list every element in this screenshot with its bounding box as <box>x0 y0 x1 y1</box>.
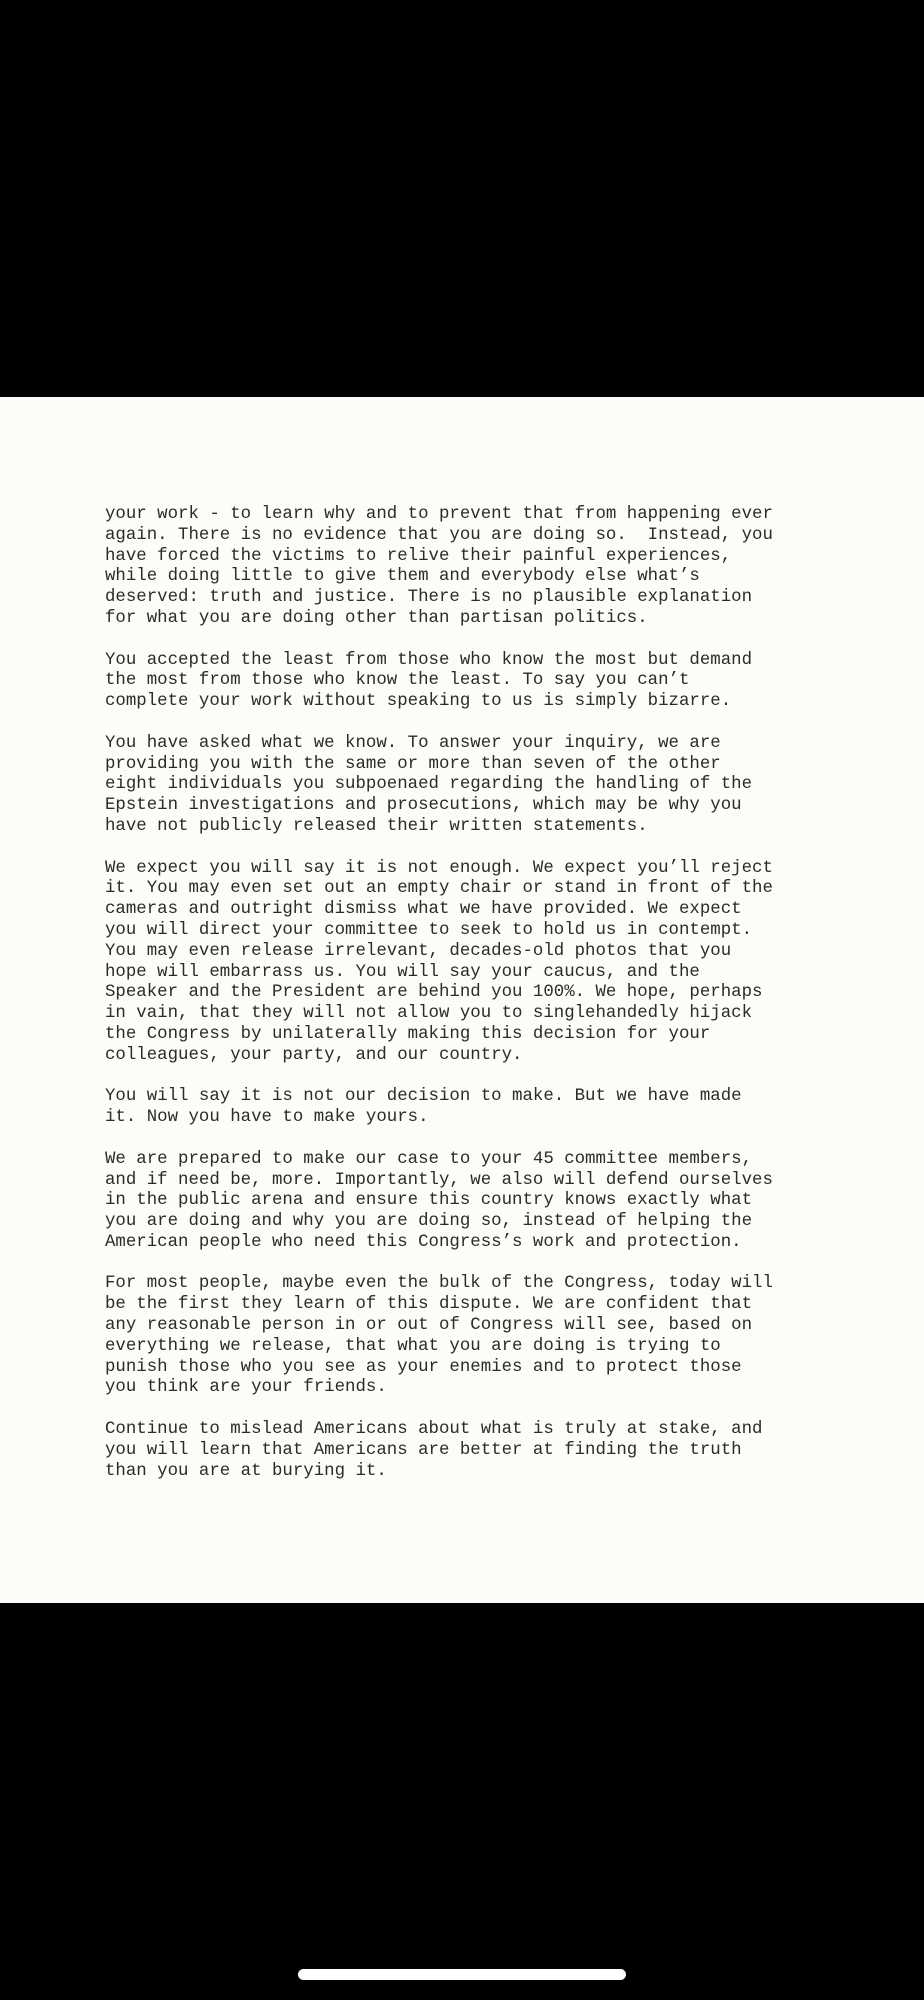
paragraph-6 <box>105 1150 865 1254</box>
letter-body <box>105 505 865 1503</box>
text-line: You will say it is not our decision to make. But we have made <box>105 1087 742 1107</box>
text-line: again. There is no evidence that you are doing so. Instead, you <box>105 525 773 545</box>
text-line: in the public arena and ensure this country knows exactly what <box>105 1191 753 1211</box>
text-line: providing you with the same or more than seven of the other <box>105 754 721 774</box>
text-line: be the first they learn of this dispute. We are confident that <box>105 1295 753 1315</box>
paragraph-7 <box>105 1274 865 1399</box>
text-line: American people who need this Congress’s work and protection. <box>105 1232 742 1252</box>
text-line: and if need be, more. Importantly, we also will defend ourselves <box>105 1170 773 1190</box>
text-line: You have asked what we know. To answer your inquiry, we are <box>105 733 721 753</box>
text-line: you will learn that Americans are better at finding the truth <box>105 1440 742 1460</box>
document-page <box>0 397 924 1603</box>
home-indicator[interactable] <box>298 1969 626 1980</box>
top-letterbox <box>0 0 924 397</box>
text-line: than you are at burying it. <box>105 1461 387 1481</box>
text-line: hope will embarrass us. You will say your caucus, and the <box>105 962 700 982</box>
text-line: your work - to learn why and to prevent that from happening ever <box>105 505 773 524</box>
text-line: it. You may even set out an empty chair or stand in front of the <box>105 879 773 899</box>
text-line: you will direct your committee to seek to hold us in contempt. <box>105 920 753 940</box>
paragraph-5 <box>105 1087 865 1129</box>
text-line: have not publicly released their written statements. <box>105 816 648 836</box>
paragraph-3 <box>105 734 865 838</box>
text-line: have forced the victims to relive their painful experiences, <box>105 546 732 566</box>
text-line: deserved: truth and justice. There is no plausible explanation <box>105 588 753 608</box>
text-line: colleagues, your party, and our country. <box>105 1045 523 1065</box>
paragraph-2 <box>105 651 865 713</box>
paragraph-8 <box>105 1420 865 1482</box>
text-line: it. Now you have to make yours. <box>105 1108 429 1128</box>
paragraph-4 <box>105 859 865 1067</box>
text-line: the most from those who know the least. To say you can’t <box>105 671 690 691</box>
text-line: complete your work without speaking to us is simply bizarre. <box>105 692 732 712</box>
text-line: any reasonable person in or out of Congress will see, based on <box>105 1316 753 1336</box>
text-line: in vain, that they will not allow you to singlehandedly hijack <box>105 1004 753 1024</box>
text-line: Continue to mislead Americans about what is truly at stake, and <box>105 1420 763 1440</box>
text-line: cameras and outright dismiss what we have provided. We expect <box>105 900 742 920</box>
text-line: while doing little to give them and everybody else what’s <box>105 567 700 587</box>
text-line: everything we release, that what you are doing is trying to <box>105 1336 721 1356</box>
text-line: Epstein investigations and prosecutions, which may be why you <box>105 796 742 816</box>
text-line: eight individuals you subpoenaed regarding the handling of the <box>105 775 753 795</box>
text-line: You accepted the least from those who know the most but demand <box>105 650 753 670</box>
bottom-letterbox <box>0 1603 924 2000</box>
text-line: For most people, maybe even the bulk of the Congress, today will <box>105 1274 773 1294</box>
text-line: for what you are doing other than partisan politics. <box>105 608 648 628</box>
text-line: punish those who you see as your enemies and to protect those <box>105 1357 742 1377</box>
text-line: We are prepared to make our case to your 45 committee members, <box>105 1149 753 1169</box>
text-line: the Congress by unilaterally making this decision for your <box>105 1024 711 1044</box>
text-line: You may even release irrelevant, decades-old photos that you <box>105 941 732 961</box>
paragraph-1 <box>105 505 865 630</box>
text-line: Speaker and the President are behind you 100%. We hope, perhaps <box>105 983 763 1003</box>
text-line: you are doing and why you are doing so, instead of helping the <box>105 1212 753 1232</box>
text-line: We expect you will say it is not enough. We expect you’ll reject <box>105 858 773 878</box>
text-line: you think are your friends. <box>105 1378 387 1398</box>
